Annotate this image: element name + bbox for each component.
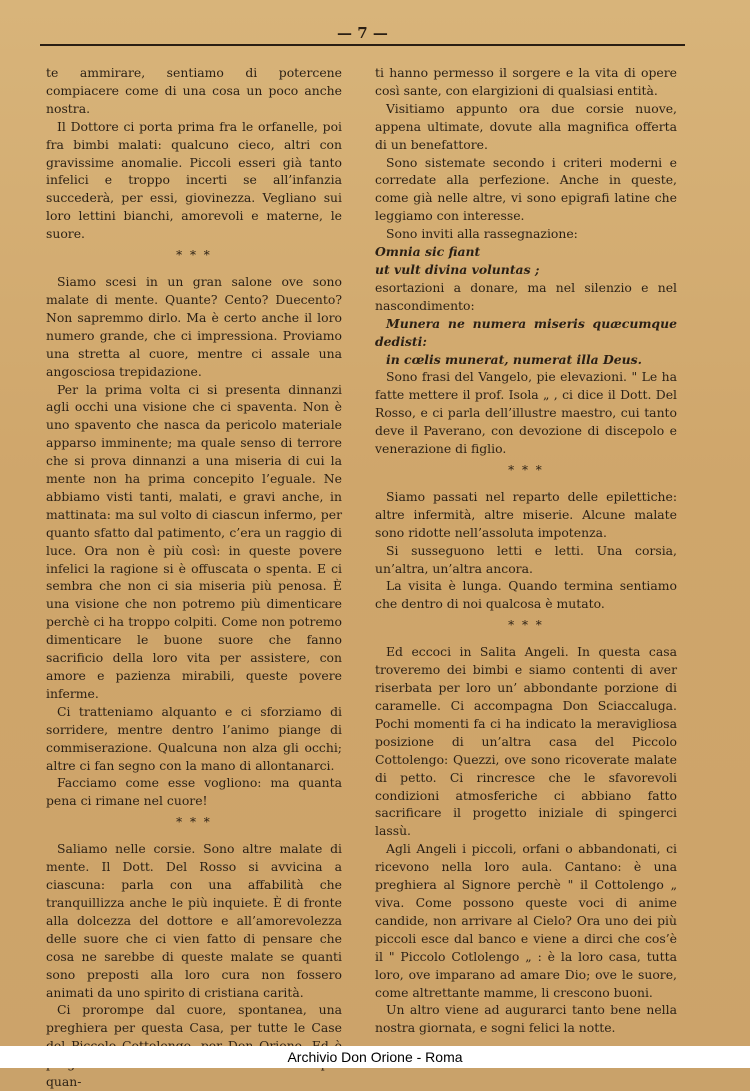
- right-column: [375, 64, 677, 1037]
- latin-epigraph: in cœlis munerat, numerat illa Deus.: [386, 351, 642, 367]
- asterism-separator: * * *: [508, 462, 544, 477]
- paragraph: Si susseguono letti e letti. Una corsia, un’altra, un’altra ancora.: [375, 542, 677, 576]
- paragraph: ti hanno permesso il sorgere e la vita di opere così sante, con elargizioni di qualsiasi entità.: [375, 65, 677, 98]
- latin-epigraph: Munera ne numera miseris quæcumque dedisti:: [375, 315, 677, 349]
- paragraph: esortazioni a donare, ma nel silenzio e nel nascondimento:: [375, 279, 677, 313]
- left-column: [46, 64, 342, 1091]
- paragraph: Facciamo come esse vogliono: ma quanta pena ci rimane nel cuore!: [46, 775, 342, 809]
- asterism-separator: * * *: [176, 815, 212, 830]
- paragraph: Sono inviti alla rassegnazione:: [386, 226, 578, 242]
- paragraph: Siamo scesi in un gran salone ove sono malate di mente. Quante? Cento? Duecento? Non sapremmo dirlo. Ma è certo anche il loro numero grande, che ci impressiona. Proviamo una stretta al cuore, mentre ci assale una angosciosa trepidazione.: [46, 274, 342, 379]
- paragraph: Ci tratteniamo alquanto e ci sforziamo di sorridere, mentre dentro l’animo piange di commiserazione. Qualcuna non alza gli occhi; altre ci fan segno con la mano di allontanarci.: [46, 703, 342, 773]
- paragraph: Ci prorompe dal cuore, spontanea, una preghiera per questa Casa, per tutte le Case quan-: [46, 1002, 342, 1090]
- paragraph: Ed eccoci in Salita Angeli. In questa casa troveremo dei bimbi e siamo contenti di aver riserbata per loro un’ abbondante porzione di caramelle. Ci accompagna Don Sciaccaluga. Pochi momenti fa ci ha indicato la meravigliosa posizione di un’altra casa del Piccolo Cottolengo: Quezzi, ove sono ricoverate malate di petto. Ci rincresce che le sfavorevoli condizioni atmosferiche ci abbiano fatto sacrificare il progetto iniziale di spingerci lassù.: [375, 644, 677, 839]
- header-rule: [40, 44, 685, 46]
- asterism-separator: * * *: [176, 248, 212, 263]
- paragraph: Sono frasi del Vangelo, pie elevazioni. " Le ha fatte mettere il prof. Isola „ , ci dice il Dott. Del Rosso, e ci parla dell’illustre maestro, cui tanto deve il Paverano, con devozione di discepolo e venerazione di figlio.: [375, 369, 677, 457]
- paragraph: Per la prima volta ci si presenta dinnanzi agli occhi una visione che ci spaventa. Non è uno spavento che nasca da pericolo materiale apparso imminente; ma quale senso di terrore che si prova dinnanzi a una miseria di cui la mente non ha prima concepito l’eguale. Ne abbiamo visti tanti, malati, e gravi anche, in mattinata: ma sul volto di ciascun infermo, per quanto sfatto dal patimento, c’era un raggio di luce. Ora non è più così: in queste povere infelici la ragione si è offuscata o spenta. E ci sembra che non ci sia miseria più penosa. È una visione che non potremo più dimenticare perchè ci ha troppo colpiti. Come non potremo dimenticare le buone suore che fanno sacrificio della loro vita per assistere, con amore e pazienza mirabili, queste povere inferme.: [46, 381, 342, 701]
- paragraph: Sono sistemate secondo i criteri moderni e corredate alla perfezione. Anche in queste, come già nelle altre, vi sono epigrafi latine che leggiamo con interesse.: [375, 154, 677, 224]
- latin-motto: ut vult divina voluntas ;: [375, 261, 540, 277]
- paragraph: Agli Angeli i piccoli, orfani o abbandonati, ci ricevono nella loro aula. Cantano: è una preghiera al Signore perchè " il Cottolengo „ viva. Come possono queste voci di anime candide, non arrivare al Cielo? Ora uno dei più piccoli esce dal banco e viene a dirci che cos’è il " Piccolo Cotlolengo „ : è la loro casa, tutta loro, ove imparano ad amare Dio; ove le suore, come altrettante mamme, li crescono buoni.: [375, 841, 677, 1000]
- archive-footer: Archivio Don Orione - Roma: [0, 1046, 750, 1068]
- page-number: — 7 —: [337, 24, 388, 42]
- latin-motto: Omnia sic fiant: [375, 244, 481, 260]
- paragraph: Saliamo nelle corsie. Sono altre malate di mente. Il Dott. Del Rosso si avvicina a ciascuna: parla con una affabilità che tranquillizza anche le più inquiete. È di fronte alla dolcezza del dottore e all’amorevolezza delle suore che ci vien fatto di pensare che cosa ne sarebbe di queste malate se quanti sono preposti alla loro cura non fossero animati da uno spirito di cristiana carità.: [46, 841, 342, 1000]
- asterism-separator: * * *: [508, 618, 544, 633]
- paragraph: te ammirare, sentiamo di potercene compiacere come di una cosa un poco anche nostra.: [46, 65, 342, 116]
- paragraph: La visita è lunga. Quando termina sentiamo che dentro di noi qualcosa è mutato.: [375, 578, 677, 612]
- paragraph: Un altro viene ad augurarci tanto bene nella nostra giornata, e sogni felici la notte.: [375, 1002, 677, 1036]
- paragraph: Siamo passati nel reparto delle epilettiche: altre infermità, altre miserie. Alcune malate sono ridotte nell’assoluta impotenza.: [375, 488, 677, 540]
- paragraph: Visitiamo appunto ora due corsie nuove, appena ultimate, dovute alla magnifica offerta di un benefattore.: [375, 100, 677, 152]
- page-header: [40, 20, 685, 50]
- paragraph: Il Dottore ci porta prima fra le orfanelle, poi fra bimbi malati: qualcuno cieco, altri con gravissime anomalie. Piccoli esseri già tanto infelici e troppo incerti se all’infanzia succederà, per essi, giovinezza. Vegliano sui loro lettini bianchi, amorevoli e materne, le suore.: [46, 118, 342, 242]
